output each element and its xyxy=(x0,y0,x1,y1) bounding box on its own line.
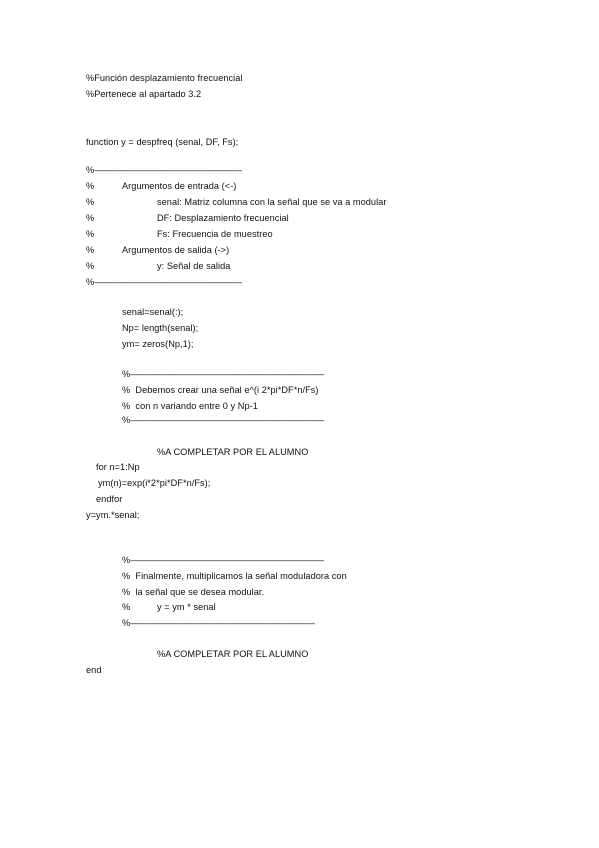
comment-marker: % xyxy=(86,245,95,255)
separator-comment: %———————————————————— xyxy=(122,618,315,628)
comment-marker: % xyxy=(86,261,95,271)
comment-marker: % xyxy=(86,229,95,239)
comment-marker: % xyxy=(86,197,95,207)
todo-comment: %A COMPLETAR POR EL ALUMNO xyxy=(157,649,309,659)
code-line: for n=1:Np xyxy=(96,462,140,472)
code-line: Np= length(senal); xyxy=(122,323,199,333)
comment-line: senal: Matriz columna con la señal que se va a modular xyxy=(157,197,387,207)
comment-line: Fs: Frecuencia de muestreo xyxy=(157,229,273,239)
separator-comment: %————————————————————— xyxy=(122,555,325,565)
comment-line: DF: Desplazamiento frecuencial xyxy=(157,213,289,223)
code-line: senal=senal(:); xyxy=(122,307,184,317)
code-line: ym= zeros(Np,1); xyxy=(122,339,194,349)
code-line: y=ym.*senal; xyxy=(86,510,140,520)
separator-comment: %————————————————————— xyxy=(122,369,325,379)
comment-line: %Pertenece al apartado 3.2 xyxy=(86,89,202,99)
comment-line: % la señal que se desea modular. xyxy=(122,587,265,597)
comment-marker: % xyxy=(86,181,95,191)
separator-comment: %———————————————— xyxy=(86,165,243,175)
comment-line: y = ym * senal xyxy=(157,602,216,612)
comment-line: % con n variando entre 0 y Np-1 xyxy=(122,401,258,411)
todo-comment: %A COMPLETAR POR EL ALUMNO xyxy=(157,447,309,457)
comment-line: % Finalmente, multiplicamos la señal moduladora con xyxy=(122,571,347,581)
code-line: ym(n)=exp(i*2*pi*DF*n/Fs); xyxy=(98,478,211,488)
comment-line: y: Señal de salida xyxy=(157,261,231,271)
comment-marker: % xyxy=(86,213,95,223)
separator-comment: %———————————————— xyxy=(86,277,243,287)
function-declaration: function y = despfreq (senal, DF, Fs); xyxy=(86,137,239,147)
comment-marker: % xyxy=(122,602,131,612)
code-line: end xyxy=(86,665,102,675)
comment-line: % Debemos crear una señal e^(i 2*pi*DF*n/Fs) xyxy=(122,385,319,395)
code-line: endfor xyxy=(96,494,123,504)
comment-line: %Función desplazamiento frecuencial xyxy=(86,73,243,83)
comment-line: Argumentos de salida (->) xyxy=(122,245,230,255)
comment-line: Argumentos de entrada (<-) xyxy=(122,181,237,191)
separator-comment: %————————————————————— xyxy=(122,415,325,425)
